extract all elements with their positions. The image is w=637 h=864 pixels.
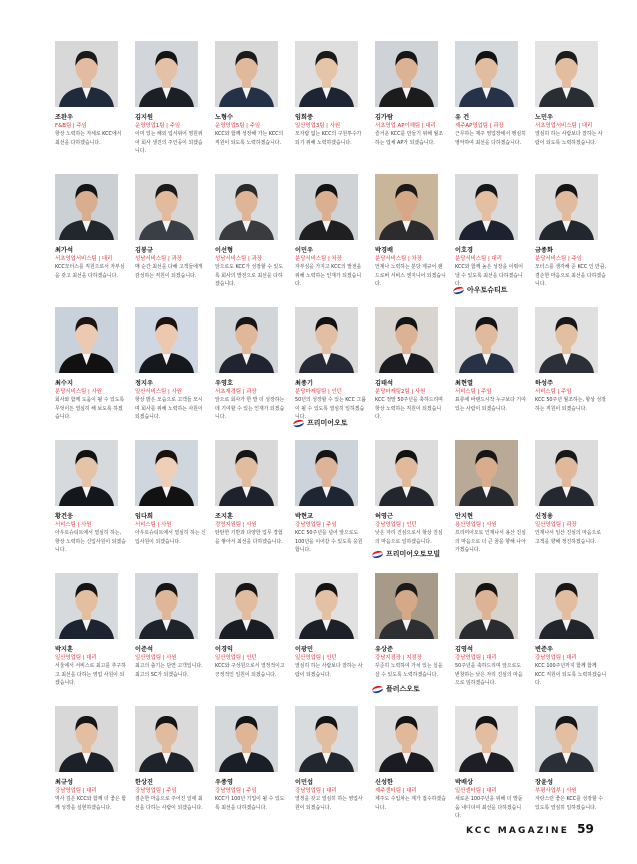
staff-department: 서비스팀 | 주임: [455, 389, 492, 395]
staff-name: 김가람: [375, 114, 393, 121]
portrait-photo: [135, 41, 198, 107]
person-silhouette-icon: [535, 573, 598, 639]
person-silhouette-icon: [455, 440, 518, 506]
staff-department: 분당마케팅팀 | 인턴: [295, 389, 342, 395]
portrait-photo: [295, 174, 358, 240]
staff-department: 일산영업팀 | 사원: [135, 655, 177, 661]
staff-message: KCC와 함께 높은 성장을 이뤄어 낼 수 있도록 최선을 다하겠습니다.: [455, 264, 523, 288]
staff-department: 부평사업부 | 사원: [535, 788, 577, 794]
portrait-photo: [295, 307, 358, 373]
staff-message: 항상 밝은 모습으로 고객들 모시며 회사를 위해 노력하는 사원이 되겠습니다.: [135, 397, 203, 421]
staff-name: 이민섭: [295, 779, 313, 786]
staff-card: [50, 306, 130, 439]
staff-name: 이선형: [215, 247, 233, 254]
staff-name: 이준석: [135, 646, 153, 653]
person-silhouette-icon: [295, 307, 358, 373]
staff-message: 모터스를 생각해 준 KCC 인 만큼, 겸손한 마음으로 최선을 다하겠습니다.: [535, 264, 607, 288]
portrait-photo: [215, 41, 278, 107]
staff-card: [370, 705, 450, 838]
staff-name: 최수지: [55, 380, 73, 387]
staff-card: [130, 40, 210, 173]
staff-name: 우종영: [215, 779, 233, 786]
staff-card: [210, 439, 290, 572]
staff-message: 회사와 함께 도움이 될 수 있도록 무엇이든 열심히 해 보도록 하겠습니다.: [55, 397, 125, 421]
staff-name: 신성한: [375, 779, 393, 786]
staff-department: 강남영업팀 | 대리: [535, 655, 577, 661]
portrait-photo: [295, 573, 358, 639]
staff-department: 용산영업팀 | 사원: [455, 522, 497, 528]
staff-message: 이미 있는 해외 업서위어 영원위어 회사 생진의 주인공이 되겠습니다.: [135, 131, 203, 155]
staff-department: 강남영업팀 | 주임: [135, 788, 177, 794]
person-silhouette-icon: [215, 41, 278, 107]
person-silhouette-icon: [55, 174, 118, 240]
staff-message: KCC와 구성원으로서 열정적이고 긍정적인 일원이 되겠습니다.: [215, 663, 285, 678]
person-silhouette-icon: [135, 440, 198, 506]
portrait-photo: [535, 573, 598, 639]
company-badge-autosuite: [453, 285, 508, 295]
person-silhouette-icon: [215, 706, 278, 772]
staff-department: 강남영업팀 | 대리: [295, 788, 337, 794]
staff-message: 모자람 없는 KCC의 구원투수가 되기 위해 노력하겠습니다.: [295, 131, 362, 146]
staff-card: [50, 705, 130, 838]
staff-message: 자부심을 가지고 KCC의 발전을 위해 노력하는 인재가 되겠습니다.: [295, 264, 362, 288]
person-silhouette-icon: [295, 41, 358, 107]
person-silhouette-icon: [455, 706, 518, 772]
staff-card: [130, 439, 210, 572]
staff-card: [50, 572, 130, 705]
autosuite-logo-icon: [452, 285, 464, 295]
portrait-photo: [55, 706, 118, 772]
staff-message: 서울에서 서비스로 최고를 추구하고 최선을 다하는 영업 사원이 되겠습니다.: [55, 663, 126, 687]
staff-message: 언제나 노력하는 분당 제규어 랜드로버 서비스 엔지니어 되겠습니다.: [375, 264, 446, 288]
person-silhouette-icon: [535, 174, 598, 240]
portrait-photo: [135, 174, 198, 240]
staff-message: 표류에 바랜드시작 누구보다 기여 있는 사람이 되겠습니다.: [455, 397, 526, 412]
portrait-photo: [375, 440, 438, 506]
staff-department: F&B팀 | 주임: [55, 123, 87, 129]
staff-name: 허영근: [375, 513, 393, 520]
staff-department: 일산센터팀 | 대리: [455, 788, 497, 794]
staff-department: 서초영업서비스팀 | 대리: [55, 256, 113, 262]
staff-name: 안지현: [455, 513, 473, 520]
staff-card: [290, 40, 370, 173]
person-silhouette-icon: [55, 573, 118, 639]
staff-name: 박현교: [295, 513, 313, 520]
staff-message: KCC 100주년까지 함께 함께 KCC 직원이 되도록 노력하겠습니다.: [535, 663, 607, 687]
staff-message: KCC 정말 50주년을 축하드리며 항상 노력하는 직원이 되겠습니다.: [375, 397, 443, 421]
person-silhouette-icon: [55, 440, 118, 506]
staff-name: 김태석: [375, 380, 393, 387]
person-silhouette-icon: [535, 41, 598, 107]
staff-message: 항상 노력하는 자세로 KCC에서 최선을 다하겠습니다.: [55, 131, 122, 146]
staff-message: KCC와 함께 성장해 가는 KCC의 직원이 되도록 노력하겠습니다.: [215, 131, 284, 146]
staff-message: 역사 깊은 KCC와 함께 더 좋은 함께 성장을 실현하겠습니다.: [55, 796, 127, 811]
portrait-photo: [295, 41, 358, 107]
staff-department: 분당서비스팀 | 대리: [455, 256, 502, 262]
staff-department: 강남영업팀 | 대리: [455, 655, 497, 661]
person-silhouette-icon: [135, 573, 198, 639]
person-silhouette-icon: [135, 41, 198, 107]
portrait-photo: [455, 440, 518, 506]
staff-message: 열심히 하는 사람보다 잘하는 사람이 되겠습니다.: [295, 663, 363, 678]
staff-department: 운영영업1팀 | 주임: [135, 123, 181, 129]
staff-name: 박경배: [375, 247, 393, 254]
portrait-photo: [215, 174, 278, 240]
staff-department: 운영영업5팀 | 주임: [215, 123, 261, 129]
staff-message: KCC가 100년 기업이 될 수 있도록 최선을 다하겠습니다.: [215, 796, 285, 811]
staff-department: 서비스팀 | 사원: [55, 522, 92, 528]
person-silhouette-icon: [535, 706, 598, 772]
portrait-photo: [55, 307, 118, 373]
portrait-photo: [295, 706, 358, 772]
staff-card: [210, 306, 290, 439]
staff-message: 열심히 하는 사람보다 잘하는 사람이 되도록 노력하겠습니다.: [535, 131, 603, 146]
staff-card: [530, 439, 610, 572]
person-silhouette-icon: [135, 307, 198, 373]
badge-label: 아우토슈티트: [467, 286, 508, 294]
staff-name: 노형수: [215, 114, 233, 121]
staff-card: [370, 306, 450, 439]
portrait-photo: [535, 440, 598, 506]
portrait-photo: [295, 440, 358, 506]
staff-name: 노민우: [535, 114, 553, 121]
portrait-photo: [55, 41, 118, 107]
portrait-photo: [55, 573, 118, 639]
person-silhouette-icon: [55, 307, 118, 373]
staff-message: 매 순간 최선을 다해 고객들에게 감성하는 직원이 되겠습니다.: [135, 264, 203, 279]
portrait-photo: [375, 706, 438, 772]
staff-name: 조지훈: [215, 513, 233, 520]
person-silhouette-icon: [55, 41, 118, 107]
staff-card: [210, 705, 290, 838]
staff-department: 분당서비스팀 | 사원: [55, 389, 102, 395]
staff-card: [290, 705, 370, 838]
staff-name: 한상진: [135, 779, 153, 786]
staff-department: 제주AP영업팀 | 과장: [455, 123, 504, 129]
portrait-photo: [535, 41, 598, 107]
person-silhouette-icon: [215, 307, 278, 373]
company-badge-plus: [372, 684, 420, 694]
portrait-photo: [135, 307, 198, 373]
staff-name: 정지우: [135, 380, 153, 387]
staff-name: 유 건: [455, 114, 470, 121]
portrait-photo: [535, 307, 598, 373]
staff-department: 강남영업팀 | 주임: [295, 522, 337, 528]
staff-card: [210, 173, 290, 306]
portrait-photo: [375, 41, 438, 107]
staff-message: 50주년을 축하드리며 앞으로도 번창하는 낮은 자리 진심의 마음으로 임하겠습니다.: [455, 663, 523, 687]
portrait-photo: [135, 573, 198, 639]
staff-department: 성남서비스팀 | 과장: [135, 256, 182, 262]
person-silhouette-icon: [535, 307, 598, 373]
portrait-photo: [535, 174, 598, 240]
staff-card: [370, 173, 450, 306]
staff-card: [130, 306, 210, 439]
person-silhouette-icon: [295, 706, 358, 772]
person-silhouette-icon: [215, 174, 278, 240]
portrait-photo: [375, 573, 438, 639]
portrait-photo: [455, 41, 518, 107]
person-silhouette-icon: [135, 174, 198, 240]
staff-name: 최가석: [55, 247, 73, 254]
company-badge-premier: [293, 418, 348, 428]
staff-card: [530, 173, 610, 306]
staff-department: 제주센터팀 | 대리: [375, 788, 417, 794]
staff-department: 일산영업팀 | 인턴: [215, 655, 257, 661]
staff-card: [50, 173, 130, 306]
person-silhouette-icon: [375, 174, 438, 240]
staff-message: 탄탄한 기반과 다양한 업무 경험을 쌓아서 최선을 다하겠습니다.: [215, 530, 283, 545]
staff-name: 이호경: [455, 247, 473, 254]
staff-message: 아우토슈티트에서 열심히 하는 신입사원이 되겠습니다.: [135, 530, 206, 545]
staff-name: 임다희: [135, 513, 153, 520]
staff-card: [450, 40, 530, 173]
person-silhouette-icon: [535, 440, 598, 506]
magazine-name: KCC MAGAZINE: [466, 826, 570, 836]
staff-name: 박배상: [455, 779, 473, 786]
staff-card: [50, 439, 130, 572]
staff-message: 최고의 출기는 단연 고객입니다. 최고의 SC가 되겠습니다.: [135, 663, 203, 678]
staff-department: 서비스팀 | 주임: [535, 389, 572, 395]
staff-department: 분당마케팅2팀 | 사원: [375, 389, 426, 395]
person-silhouette-icon: [375, 573, 438, 639]
staff-name: 최현열: [455, 380, 473, 387]
page-number: 59: [577, 822, 594, 836]
staff-department: 강남영업팀 | 인턴: [375, 522, 417, 528]
staff-department: 서초영업 AP이해팀 | 대리: [375, 123, 436, 129]
staff-message: 자랑스런 좋은 KCC를 성장할 수 있도록 열심히 일하겠습니다.: [535, 796, 603, 811]
premier-logo-icon: [292, 418, 304, 428]
portrait-photo: [455, 174, 518, 240]
badge-label: 플러스오토: [386, 685, 420, 693]
staff-card: [130, 572, 210, 705]
staff-name: 유상준: [375, 646, 393, 653]
staff-message: 인재나서 일산 진심의 마음으로 고객을 향해 정진하겠습니다.: [535, 530, 602, 545]
staff-department: 서초영업서비스팀 | 대리: [535, 123, 593, 129]
badge-label: 프리미어오토모빌: [386, 550, 441, 558]
staff-message: KCC 50주년 월조하는, 항상 성장하는 직원이 되겠습니다.: [535, 397, 607, 412]
staff-message: 제주도 수입차는 제가 접수하겠습니다.: [375, 796, 446, 811]
staff-message: 근무하는 제주 영업장에서 행심히 영악하여 최선을 다하겠습니다.: [455, 131, 526, 146]
plus-logo-icon: [371, 684, 383, 694]
staff-department: 성남서비스팀 | 과장: [215, 256, 262, 262]
staff-department: 서초재경팀 | 과장: [215, 389, 257, 395]
staff-name: 금종화: [535, 247, 553, 254]
staff-card: [210, 40, 290, 173]
portrait-photo: [215, 573, 278, 639]
person-silhouette-icon: [295, 573, 358, 639]
staff-card: [210, 572, 290, 705]
staff-department: 경영지원팀 | 사원: [215, 522, 257, 528]
staff-message: 앞으로도 KCC가 성장할 수 있도록 회사의 발전으로 최선을 다하겠습니다.: [215, 264, 283, 288]
portrait-photo: [55, 440, 118, 506]
staff-name: 이경익: [215, 646, 233, 653]
page-footer: [466, 822, 594, 836]
staff-department: 강남영업팀 | 주임: [215, 788, 257, 794]
person-silhouette-icon: [375, 706, 438, 772]
staff-name: 변준우: [535, 646, 553, 653]
premier-mobil-logo-icon: [371, 549, 383, 559]
staff-card: [530, 572, 610, 705]
staff-card: [370, 40, 450, 173]
staff-department: 일산서비스팀 | 사원: [135, 389, 182, 395]
staff-message: 앞으로 회사가 한 발 더 성장하는 데 기여할 수 있는 인재가 되겠습니다.: [215, 397, 285, 421]
person-silhouette-icon: [375, 307, 438, 373]
staff-message: 겸손한 마음으로 주어진 일에 최선을 다하는 사람이 되겠습니다.: [135, 796, 203, 811]
person-silhouette-icon: [295, 440, 358, 506]
person-silhouette-icon: [135, 706, 198, 772]
staff-message: 낮은 자리 진심으로서 항상 진심의 마음으로 일하겠습니다.: [375, 530, 443, 545]
staff-name: 박지훈: [55, 646, 73, 653]
portrait-photo: [455, 573, 518, 639]
person-silhouette-icon: [295, 174, 358, 240]
person-silhouette-icon: [375, 440, 438, 506]
staff-card: [290, 173, 370, 306]
portrait-photo: [535, 706, 598, 772]
staff-name: 우영호: [215, 380, 233, 387]
staff-name: 이민우: [295, 247, 313, 254]
portrait-photo: [455, 307, 518, 373]
staff-name: 장윤성: [535, 779, 553, 786]
staff-card: [130, 705, 210, 838]
portrait-photo: [455, 706, 518, 772]
staff-department: 분당서비스팀 | 차장: [295, 256, 342, 262]
staff-department: 일산영업팀 | 인턴: [295, 655, 337, 661]
staff-name: 황건웅: [55, 513, 73, 520]
staff-card: [450, 439, 530, 572]
staff-message: 프리미어오토 인재나서 용산 진심의 마음으로 더 큰 꿈을 향해 나아가겠습니다.: [455, 530, 526, 554]
staff-department: 분당서비스팀 | 차장: [375, 256, 422, 262]
person-silhouette-icon: [455, 307, 518, 373]
staff-department: 일산영업3팀 | 사원: [295, 123, 341, 129]
staff-name: 김지원: [135, 114, 153, 121]
staff-grid: [50, 40, 610, 838]
staff-message: 새로운 100주년을 위해 더 발돋움 내디뎌여 최선을 다하겠습니다.: [455, 796, 523, 820]
portrait-photo: [135, 706, 198, 772]
person-silhouette-icon: [455, 174, 518, 240]
staff-name: 신정용: [535, 513, 553, 520]
staff-card: [290, 439, 370, 572]
staff-card: [530, 40, 610, 173]
person-silhouette-icon: [455, 573, 518, 639]
staff-department: 일산영업팀 | 대리: [55, 655, 97, 661]
staff-department: 강남영업팀 | 대리: [55, 788, 97, 794]
portrait-photo: [55, 174, 118, 240]
portrait-photo: [215, 706, 278, 772]
portrait-photo: [375, 174, 438, 240]
staff-card: [530, 705, 610, 838]
staff-message: 아우토슈티트에서 열심히 하는, 항상 노력하는 신입사원이 되겠습니다.: [55, 530, 126, 554]
person-silhouette-icon: [55, 706, 118, 772]
staff-name: 최규성: [55, 779, 73, 786]
person-silhouette-icon: [215, 573, 278, 639]
staff-message: KCC 50주년을 넘어 앞으로도 100년을 이어갈 수 있도록 응원합니다.: [295, 530, 363, 554]
company-badge-premier-mobil: [372, 549, 440, 559]
person-silhouette-icon: [375, 41, 438, 107]
staff-name: 조완우: [55, 114, 73, 121]
portrait-photo: [375, 307, 438, 373]
staff-card: [450, 572, 530, 705]
staff-card: [450, 705, 530, 838]
staff-department: 서비스팀 | 사원: [135, 522, 172, 528]
staff-department: 분당서비스팀 | 주임: [535, 256, 582, 262]
staff-card: [130, 173, 210, 306]
staff-card: [50, 40, 130, 173]
person-silhouette-icon: [215, 440, 278, 506]
staff-card: [530, 306, 610, 439]
staff-department: 강남지점장 | 지점장: [375, 655, 422, 661]
staff-name: 김영석: [455, 646, 473, 653]
person-silhouette-icon: [455, 41, 518, 107]
staff-message: KCC모터스를 직원으로서 자부심을 갖고 최선을 다하겠습니다.: [55, 264, 125, 279]
staff-name: 이광민: [295, 646, 313, 653]
portrait-photo: [215, 440, 278, 506]
staff-message: 50년의 성장할 수 있는 KCC 그룹이 될 수 있도록 열심히 일하겠습니다.: [295, 397, 367, 421]
staff-name: 최종기: [295, 380, 313, 387]
staff-department: 일산영업팀 | 과장: [535, 522, 577, 528]
portrait-photo: [135, 440, 198, 506]
staff-message: 즐거운 KCC를 만들기 위해 월조하는 업체 AP가 되겠습니다.: [375, 131, 443, 146]
staff-message: 꾸준히 노력하여 가치 있는 실을 살 수 있도록 노력하겠습니다.: [375, 663, 443, 678]
staff-name: 임희중: [295, 114, 313, 121]
badge-label: 프리미어오토: [307, 419, 348, 427]
staff-name: 김봉규: [135, 247, 153, 254]
staff-card: [450, 306, 530, 439]
staff-name: 하성주: [535, 380, 553, 387]
staff-card: [290, 572, 370, 705]
portrait-photo: [215, 307, 278, 373]
staff-message: 열정을 갖고 열심히 하는 영업사원이 되겠습니다.: [295, 796, 363, 811]
